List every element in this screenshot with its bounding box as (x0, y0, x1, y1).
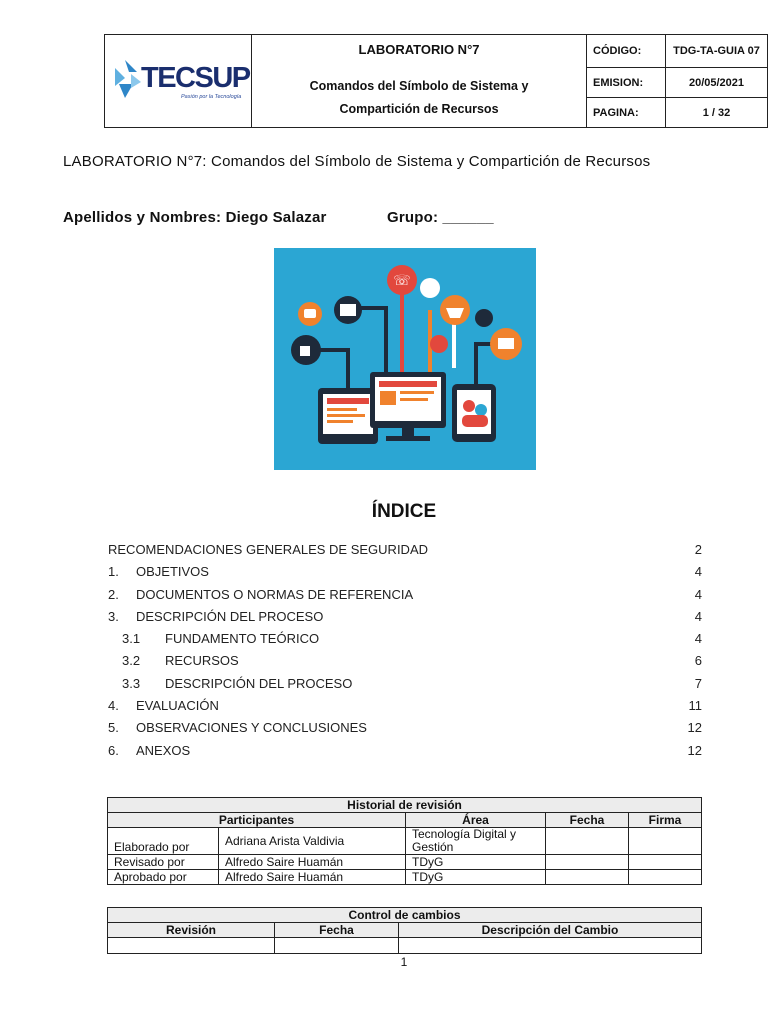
logo-wordmark: TECSUP (141, 61, 250, 94)
svg-text:☏: ☏ (393, 273, 411, 289)
page-number: 1 (400, 955, 408, 969)
table-row (108, 855, 702, 870)
col-fecha: Fecha (546, 813, 629, 828)
toc-item-label: DESCRIPCIÓN DEL PROCESO (165, 675, 353, 691)
toc-item-page: 4 (694, 608, 702, 624)
group-field: Grupo: ______ (387, 209, 494, 226)
emision-label: EMISION: (587, 68, 666, 98)
col-descripcion: Descripción del Cambio (399, 923, 702, 938)
toc-item-label: FUNDAMENTO TEÓRICO (165, 631, 320, 647)
toc-item-page: 12 (687, 720, 702, 736)
pagina-label: PAGINA: (587, 98, 666, 128)
toc-item-page: 11 (688, 698, 702, 714)
toc-item[interactable] (108, 539, 702, 561)
logo-cell (105, 35, 252, 128)
revision-history-table (107, 797, 702, 885)
change-control-table (107, 907, 702, 954)
network-devices-illustration (274, 248, 536, 470)
col-participantes: Participantes (108, 813, 406, 828)
fecha-cell (546, 828, 629, 855)
toc-item-label: EVALUACIÓN (136, 698, 219, 714)
change-control-title: Control de cambios (108, 908, 702, 923)
toc-subitem[interactable] (108, 673, 702, 695)
technology-illustration (274, 248, 536, 470)
student-line (63, 209, 494, 226)
table-row (108, 828, 702, 855)
emision-value: 20/05/2021 (666, 68, 768, 98)
table-of-contents (108, 539, 702, 762)
firma-cell (629, 870, 702, 885)
fecha-cell (546, 870, 629, 885)
descripcion-cell (399, 938, 702, 954)
toc-item-number: 4. (108, 698, 119, 714)
toc-subitem[interactable] (108, 628, 702, 650)
table-row (108, 870, 702, 885)
toc-item-number: 1. (108, 564, 119, 580)
toc-item-number: 3.2 (122, 653, 141, 669)
revision-history-title: Historial de revisión (108, 798, 702, 813)
toc-item-number: 3. (108, 608, 119, 624)
index-title: ÍNDICE (371, 501, 437, 522)
toc-item-number: 3.3 (122, 675, 141, 691)
toc-item-label: OBSERVACIONES Y CONCLUSIONES (136, 720, 367, 736)
toc-item[interactable] (108, 606, 702, 628)
lab-subtitle-line-2: Compartición de Recursos (339, 101, 499, 116)
toc-item-page: 4 (694, 631, 702, 647)
toc-item-label: RECOMENDACIONES GENERALES DE SEGURIDAD (108, 542, 429, 557)
document-header-table (104, 34, 768, 128)
toc-item-label: RECURSOS (165, 653, 239, 669)
toc-item[interactable] (108, 717, 702, 739)
toc-item-label: DOCUMENTOS O NORMAS DE REFERENCIA (136, 586, 414, 602)
name-cell: Alfredo Saire Huamán (219, 855, 406, 870)
revision-cell (108, 938, 275, 954)
toc-item[interactable] (108, 561, 702, 583)
toc-item-page: 4 (694, 564, 702, 580)
role-cell: Revisado por (108, 855, 219, 870)
share-icon (420, 278, 440, 298)
table-row (108, 938, 702, 954)
fecha-cell (546, 855, 629, 870)
lab-subtitle-line-1: Comandos del Símbolo de Sistema y (309, 78, 529, 93)
toc-item-page: 6 (694, 653, 702, 669)
name-cell: Alfredo Saire Huamán (219, 870, 406, 885)
toc-item[interactable] (108, 695, 702, 717)
fecha-cell (275, 938, 399, 954)
firma-cell (629, 828, 702, 855)
name-cell: Adriana Arista Valdivia (219, 828, 406, 855)
title-cell (252, 35, 587, 128)
toc-subitem[interactable] (108, 650, 702, 672)
codigo-value: TDG-TA-GUIA 07 (666, 35, 768, 68)
pagina-value: 1 / 32 (666, 98, 768, 128)
tecsup-logo (105, 36, 251, 127)
role-cell: Elaborado por (108, 828, 219, 855)
col-area: Área (406, 813, 546, 828)
codigo-label: CÓDIGO: (587, 35, 666, 68)
toc-item-label: OBJETIVOS (136, 564, 209, 580)
toc-item-page: 4 (694, 586, 702, 602)
logo-tagline: Pasión por la Tecnología (181, 93, 242, 100)
area-cell: TDyG (406, 870, 546, 885)
col-fecha: Fecha (275, 923, 399, 938)
toc-item-page: 12 (687, 742, 702, 758)
toc-item-number: 6. (108, 742, 119, 758)
tecsup-logo-icon (111, 58, 145, 102)
toc-item[interactable] (108, 740, 702, 762)
lab-title: LABORATORIO N°7 (358, 41, 480, 57)
toc-item-page: 7 (694, 675, 702, 691)
wifi-icon (430, 335, 448, 353)
toc-item-number: 2. (108, 586, 119, 602)
cart-icon (475, 309, 493, 327)
toc-item-number: 5. (108, 720, 119, 736)
student-name: Apellidos y Nombres: Diego Salazar (63, 209, 327, 226)
lab-heading: LABORATORIO N°7: Comandos del Símbolo de Sistema y Compartición de Recursos (63, 153, 651, 170)
col-firma: Firma (629, 813, 702, 828)
toc-item-label: ANEXOS (136, 742, 191, 758)
area-cell: TDyG (406, 855, 546, 870)
firma-cell (629, 855, 702, 870)
toc-item[interactable] (108, 584, 702, 606)
role-cell: Aprobado por (108, 870, 219, 885)
toc-item-label: DESCRIPCIÓN DEL PROCESO (136, 608, 324, 624)
col-revision: Revisión (108, 923, 275, 938)
area-cell: Tecnología Digital y Gestión (406, 828, 546, 855)
toc-item-number: 3.1 (122, 631, 141, 647)
toc-item-page: 2 (694, 542, 702, 557)
